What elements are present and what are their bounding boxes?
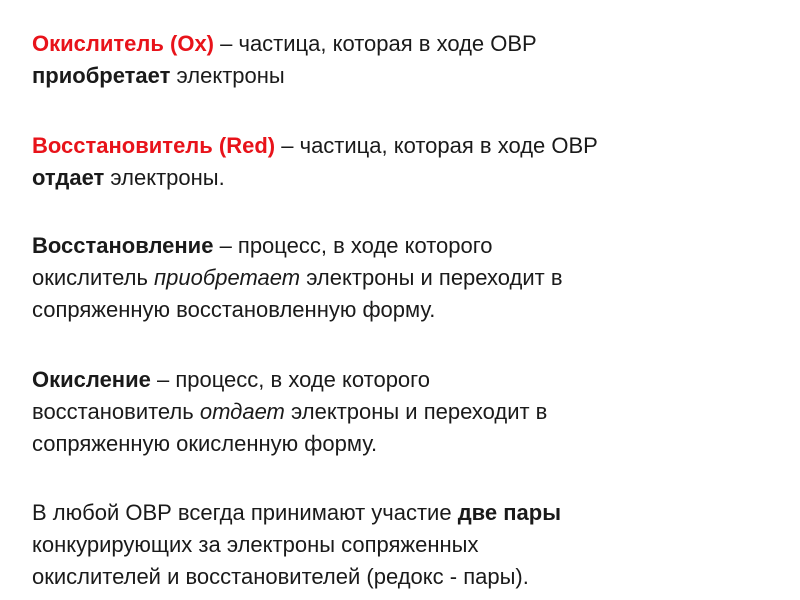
reduction-line2-pre: окислитель	[32, 265, 155, 290]
reductant-definition	[32, 130, 762, 194]
reduction-line2-post: электроны и переходит в	[300, 265, 563, 290]
reduction-definition-text: – процесс, в ходе которого	[213, 233, 493, 258]
reductant-term: Восстановитель (Red)	[32, 133, 276, 158]
redox-pairs-emphasis: две пары	[457, 500, 561, 525]
oxidant-definition-text: – частица, которая в ходе ОВР	[214, 31, 537, 56]
redox-pairs-statement	[32, 497, 762, 593]
oxidant-definition	[32, 28, 762, 92]
oxidant-emphasis: приобретает	[32, 63, 171, 88]
redox-pairs-line3: окислителей и восстановителей (редокс - пары).	[32, 564, 529, 589]
oxidant-term: Окислитель (Ох)	[32, 31, 215, 56]
redox-pairs-line2: конкурирующих за электроны сопряженных	[32, 532, 479, 557]
oxidant-tail: электроны	[170, 63, 285, 88]
reduction-line3: сопряженную восстановленную форму.	[32, 297, 436, 322]
redox-pairs-pre: В любой ОВР всегда принимают участие	[32, 500, 458, 525]
oxidation-definition-text: – процесс, в ходе которого	[150, 367, 430, 392]
reductant-emphasis: отдает	[32, 165, 105, 190]
oxidation-line3: сопряженную окисленную форму.	[32, 431, 378, 456]
reduction-emphasis: приобретает	[154, 265, 301, 290]
oxidation-emphasis: отдает	[199, 399, 285, 424]
reductant-definition-text: – частица, которая в ходе ОВР	[275, 133, 598, 158]
oxidation-line2-pre: восстановитель	[32, 399, 200, 424]
reductant-tail: электроны.	[104, 165, 225, 190]
reduction-definition	[32, 230, 762, 326]
oxidation-definition	[32, 364, 762, 460]
oxidation-term: Окисление	[32, 367, 151, 392]
reduction-term: Восстановление	[32, 233, 214, 258]
oxidation-line2-post: электроны и переходит в	[284, 399, 548, 424]
